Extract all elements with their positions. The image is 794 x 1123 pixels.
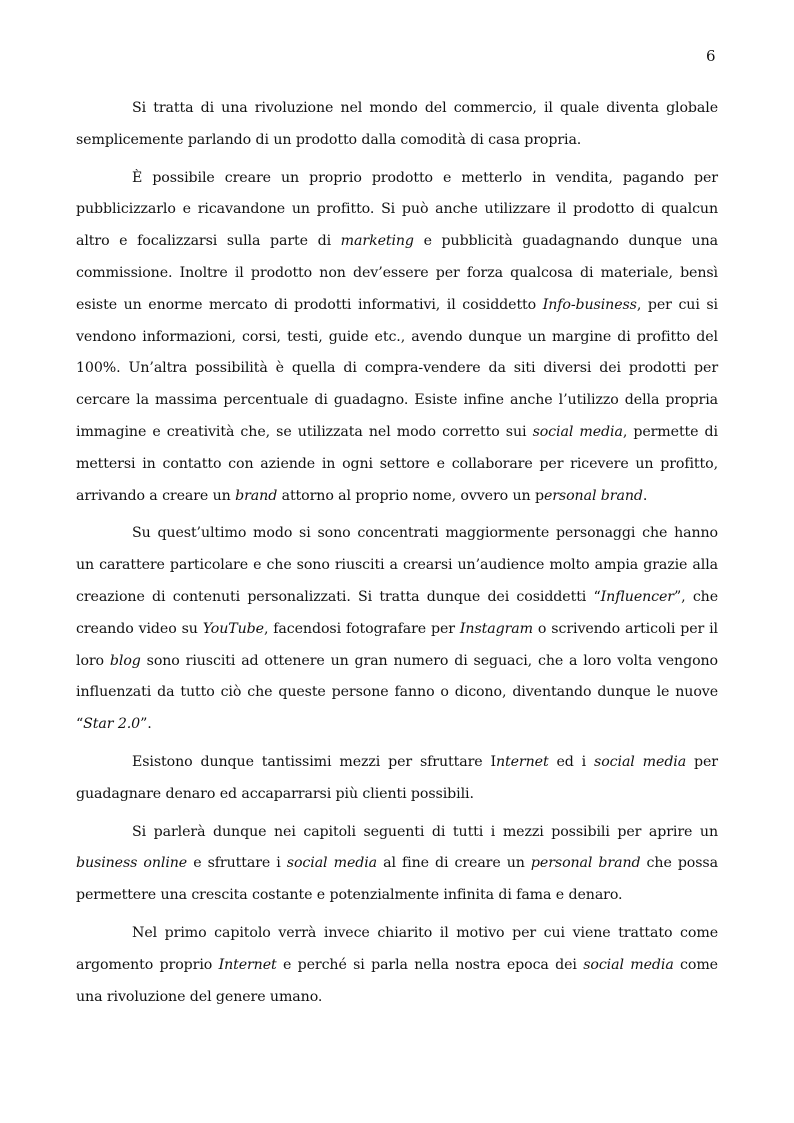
paragraph-text: Si tratta di una rivoluzione nel mondo del commercio, il quale diventa globale semplicemente parlando di un prodotto dalla comodità di casa propria. xyxy=(76,100,718,148)
emphasis-text: business online xyxy=(76,855,188,872)
paragraph-text: , per cui si vendono informazioni, corsi, testi, guide etc., avendo dunque un margine di profitto del 100%. Un’altra possibilità è quella di compra-vendere da siti diversi dei prodotti per cercare la massima percentuale di guadagno. Esiste infine anche l’utilizzo della propria immagine e creatività che, se utilizzata nel modo corretto sui xyxy=(76,296,718,440)
paragraph-text: o scrivendo articoli per il loro xyxy=(76,620,718,669)
paragraph-text: , permette di mettersi in contatto con aziende in ogni settore e collaborare per ricevere un profitto, arrivando a creare un xyxy=(76,423,718,504)
paragraph-text: Si parlerà dunque nei capitoli seguenti di tutti i mezzi possibili per aprire un xyxy=(132,823,718,840)
body-text xyxy=(76,93,718,1019)
paragraph-1 xyxy=(76,93,718,157)
paragraph-text: che possa permettere una crescita costante e potenzialmente infinita di fama e denaro. xyxy=(76,855,718,904)
emphasis-text: Internet xyxy=(218,956,277,973)
paragraph-text: e perché si parla nella nostra epoca dei xyxy=(276,956,584,973)
paragraph-text: Su quest’ultimo modo si sono concentrati maggiormente personaggi che hanno un carattere particolare e che sono riusciti a crearsi un’audience molto ampia grazie alla creazione di contenuti personalizzati. Si tratta dunque dei cosiddetti “ xyxy=(76,525,718,605)
paragraph-text: ”. xyxy=(140,716,152,733)
paragraph-text: ”, che creando video su xyxy=(76,588,718,637)
paragraph-3 xyxy=(76,518,718,741)
paragraph-text: . xyxy=(642,487,648,504)
paragraph-text: e sfruttare i xyxy=(187,855,287,872)
paragraph-text: È possibile creare un proprio prodotto e metterlo in vendita, pagando per pubblicizzarlo e ricavandone un profitto. Si può anche utilizzare il prodotto di qualcun altro e focalizzarsi sulla parte di xyxy=(76,169,718,250)
paragraph-text: e pubblicità guadagnando dunque una commissione. Inoltre il prodotto non dev’essere per forza qualcosa di materiale, bensì esiste un enorme mercato di prodotti informativi, il cosiddetto xyxy=(76,233,718,313)
paragraph-text: per guadagnare denaro ed accaparrarsi più clienti possibili. xyxy=(76,753,718,802)
emphasis-text: marketing xyxy=(340,233,414,250)
paragraph-2 xyxy=(76,163,718,513)
paragraph-6 xyxy=(76,918,718,1013)
emphasis-text: social media xyxy=(532,423,623,440)
paragraph-text: Nel primo capitolo verrà invece chiarito il motivo per cui viene trattato come argomento proprio xyxy=(76,924,718,973)
page-number: 6 xyxy=(706,47,716,65)
emphasis-text: Info-business xyxy=(542,296,637,313)
paragraph-text: come una rivoluzione del genere umano. xyxy=(76,956,718,1005)
paragraph-text: attorno al proprio nome, ovvero un p xyxy=(277,487,544,504)
emphasis-text: social media xyxy=(583,956,674,973)
paragraph-text: sono riusciti ad ottenere un gran numero di seguaci, che a loro volta vengono influenzati da tutto ciò che queste persone fanno o dicono, diventando dunque le nuove “ xyxy=(76,652,718,733)
paragraph-text: al fine di creare un xyxy=(377,855,531,872)
paragraph-text: , facendosi fotografare per xyxy=(263,620,460,637)
emphasis-text: nternet xyxy=(496,753,549,770)
emphasis-text: social media xyxy=(594,753,687,770)
paragraph-5 xyxy=(76,817,718,912)
paragraph-text: Esistono dunque tantissimi mezzi per sfruttare I xyxy=(132,753,496,770)
emphasis-text: YouTube xyxy=(202,620,264,637)
emphasis-text: brand xyxy=(235,487,278,504)
paragraph-4 xyxy=(76,747,718,811)
emphasis-text: ersonal brand xyxy=(543,487,643,504)
paragraph-text: ed i xyxy=(548,753,595,770)
emphasis-text: blog xyxy=(109,652,141,669)
emphasis-text: Influencer xyxy=(600,588,674,605)
emphasis-text: personal brand xyxy=(530,855,641,872)
emphasis-text: social media xyxy=(286,855,378,872)
emphasis-text: Instagram xyxy=(459,620,533,637)
emphasis-text: Star 2.0 xyxy=(83,716,141,733)
